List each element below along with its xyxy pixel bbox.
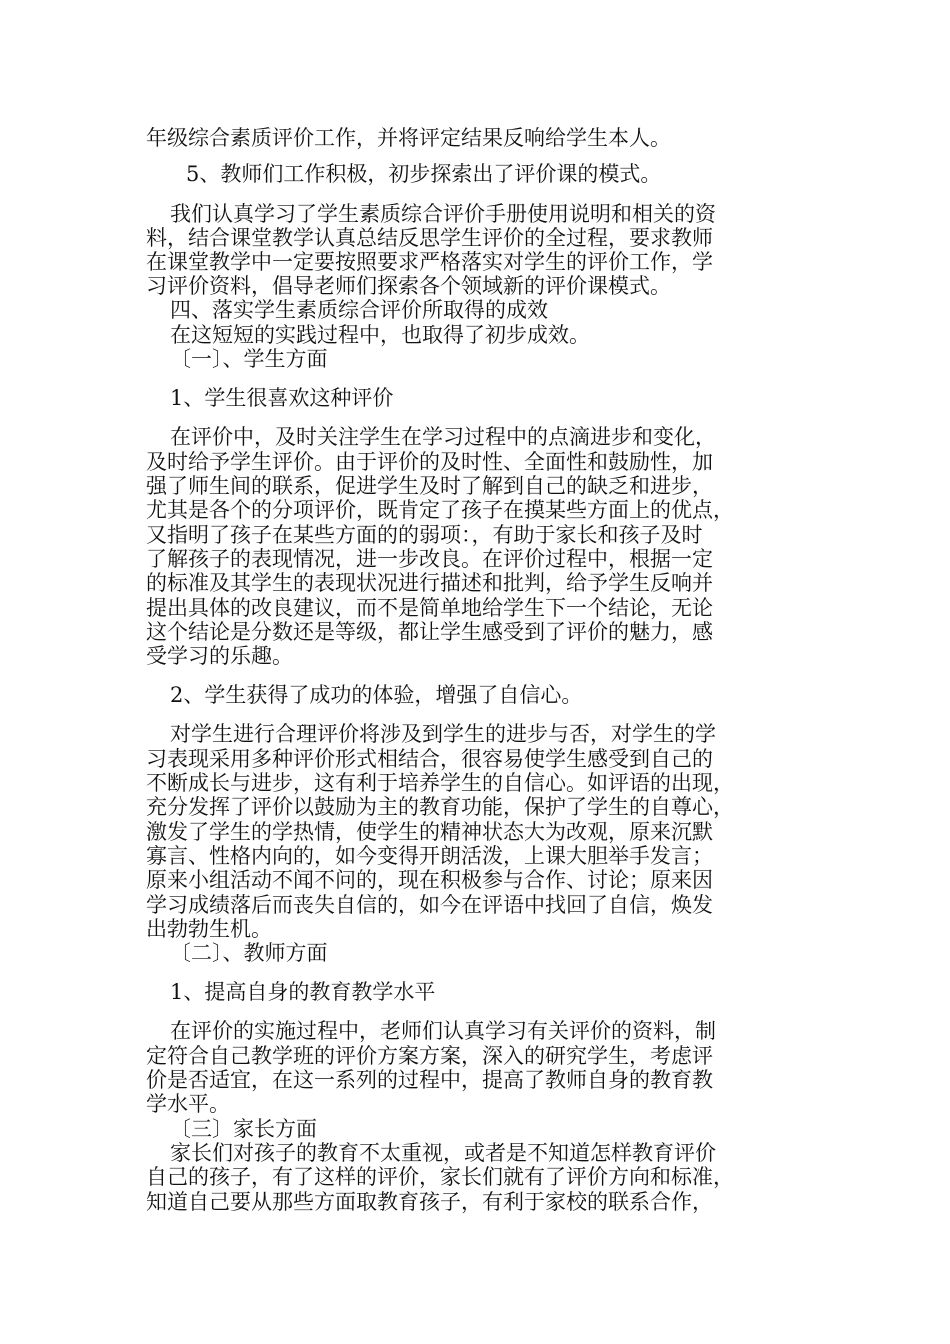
text-line: 家长们对孩子的教育不太重视，或者是不知道怎样教育评价 [170,1141,716,1165]
text-line: 在评价中，及时关注学生在学习过程中的点滴进步和变化， [170,425,716,449]
item-heading: 1、提高自身的教育教学水平 [170,980,436,1004]
text-line: 自己的孩子，有了这样的评价，家长们就有了评价方向和标准， [146,1165,734,1189]
text-line: 习表现采用多种评价形式相结合，很容易使学生感受到自己的 [146,747,713,771]
text-line: 受学习的乐趣。 [146,644,293,668]
subsection-heading: 〔二〕、教师方面 [170,941,328,965]
text-line: 知道自己要从那些方面取教育孩子，有利于家校的联系合作， [146,1190,713,1214]
text-line: 强了师生间的联系，促进学生及时了解到自己的缺乏和进步， [146,474,713,498]
subsection-heading: 〔三〕家长方面 [170,1117,317,1141]
text-line: 我们认真学习了学生素质综合评价手册使用说明和相关的资 [170,202,716,226]
text-line: 在评价的实施过程中，老师们认真学习有关评价的资料，制 [170,1019,716,1043]
text-line: 在课堂教学中一定要按照要求严格落实对学生的评价工作，学 [146,250,713,274]
text-line: 及时给予学生评价。由于评价的及时性、全面性和鼓励性，加 [146,450,713,474]
text-line: 激发了学生的学热情，使学生的精神状态大为改观，原来沉默 [146,820,713,844]
text-line: 料，结合课堂教学认真总结反思学生评价的全过程，要求教师 [146,226,713,250]
text-line: 尤其是各个的分项评价，既肯定了孩子在摸某些方面上的优点， [146,498,734,522]
section-heading: 四、落实学生素质综合评价所取得的成效 [170,298,548,322]
text-line: 原来小组活动不闻不问的，现在积极参与合作、讨论；原来因 [146,868,713,892]
text-line: 不断成长与进步，这有利于培养学生的自信心。如评语的出现， [146,771,734,795]
item-heading: 1、学生很喜欢这种评价 [170,386,394,410]
text-line: 定符合自己教学班的评价方案方案，深入的研究学生，考虑评 [146,1044,713,1068]
text-line: 的标准及其学生的表现状况进行描述和批判，给予学生反响并 [146,571,713,595]
text-line: 充分发挥了评价以鼓励为主的教育功能，保护了学生的自尊心， [146,795,734,819]
text-line: 学习成绩落后而丧失自信的，如今在评语中找回了自信，焕发 [146,893,713,917]
text-line: 5、教师们工作积极，初步探索出了评价课的模式。 [186,162,662,186]
text-line: 年级综合素质评价工作，并将评定结果反响给学生本人。 [146,126,671,150]
text-line: 这个结论是分数还是等级，都让学生感受到了评价的魅力，感 [146,620,713,644]
text-line: 又指明了孩子在某些方面的的弱项：，有助于家长和孩子及时 [146,523,703,547]
text-line: 在这短短的实践过程中，也取得了初步成效。 [170,323,590,347]
item-heading: 2、学生获得了成功的体验，增强了自信心。 [170,683,583,707]
text-line: 学水平。 [146,1092,230,1116]
text-line: 习评价资料，倡导老师们探索各个领域新的评价课模式。 [146,274,671,298]
text-line: 寡言、性格内向的，如今变得开朗活泼，上课大胆举手发言； [146,844,713,868]
text-line: 提出具体的改良建议，而不是简单地给学生下一个结论，无论 [146,596,713,620]
text-line: 出勃勃生机。 [146,917,272,941]
text-line: 对学生进行合理评价将涉及到学生的进步与否，对学生的学 [170,722,716,746]
text-line: 了解孩子的表现情况，进一步改良。在评价过程中，根据一定 [146,547,713,571]
subsection-heading: 〔一〕、学生方面 [170,347,328,371]
text-line: 价是否适宜，在这一系列的过程中，提高了教师自身的教育教 [146,1068,713,1092]
